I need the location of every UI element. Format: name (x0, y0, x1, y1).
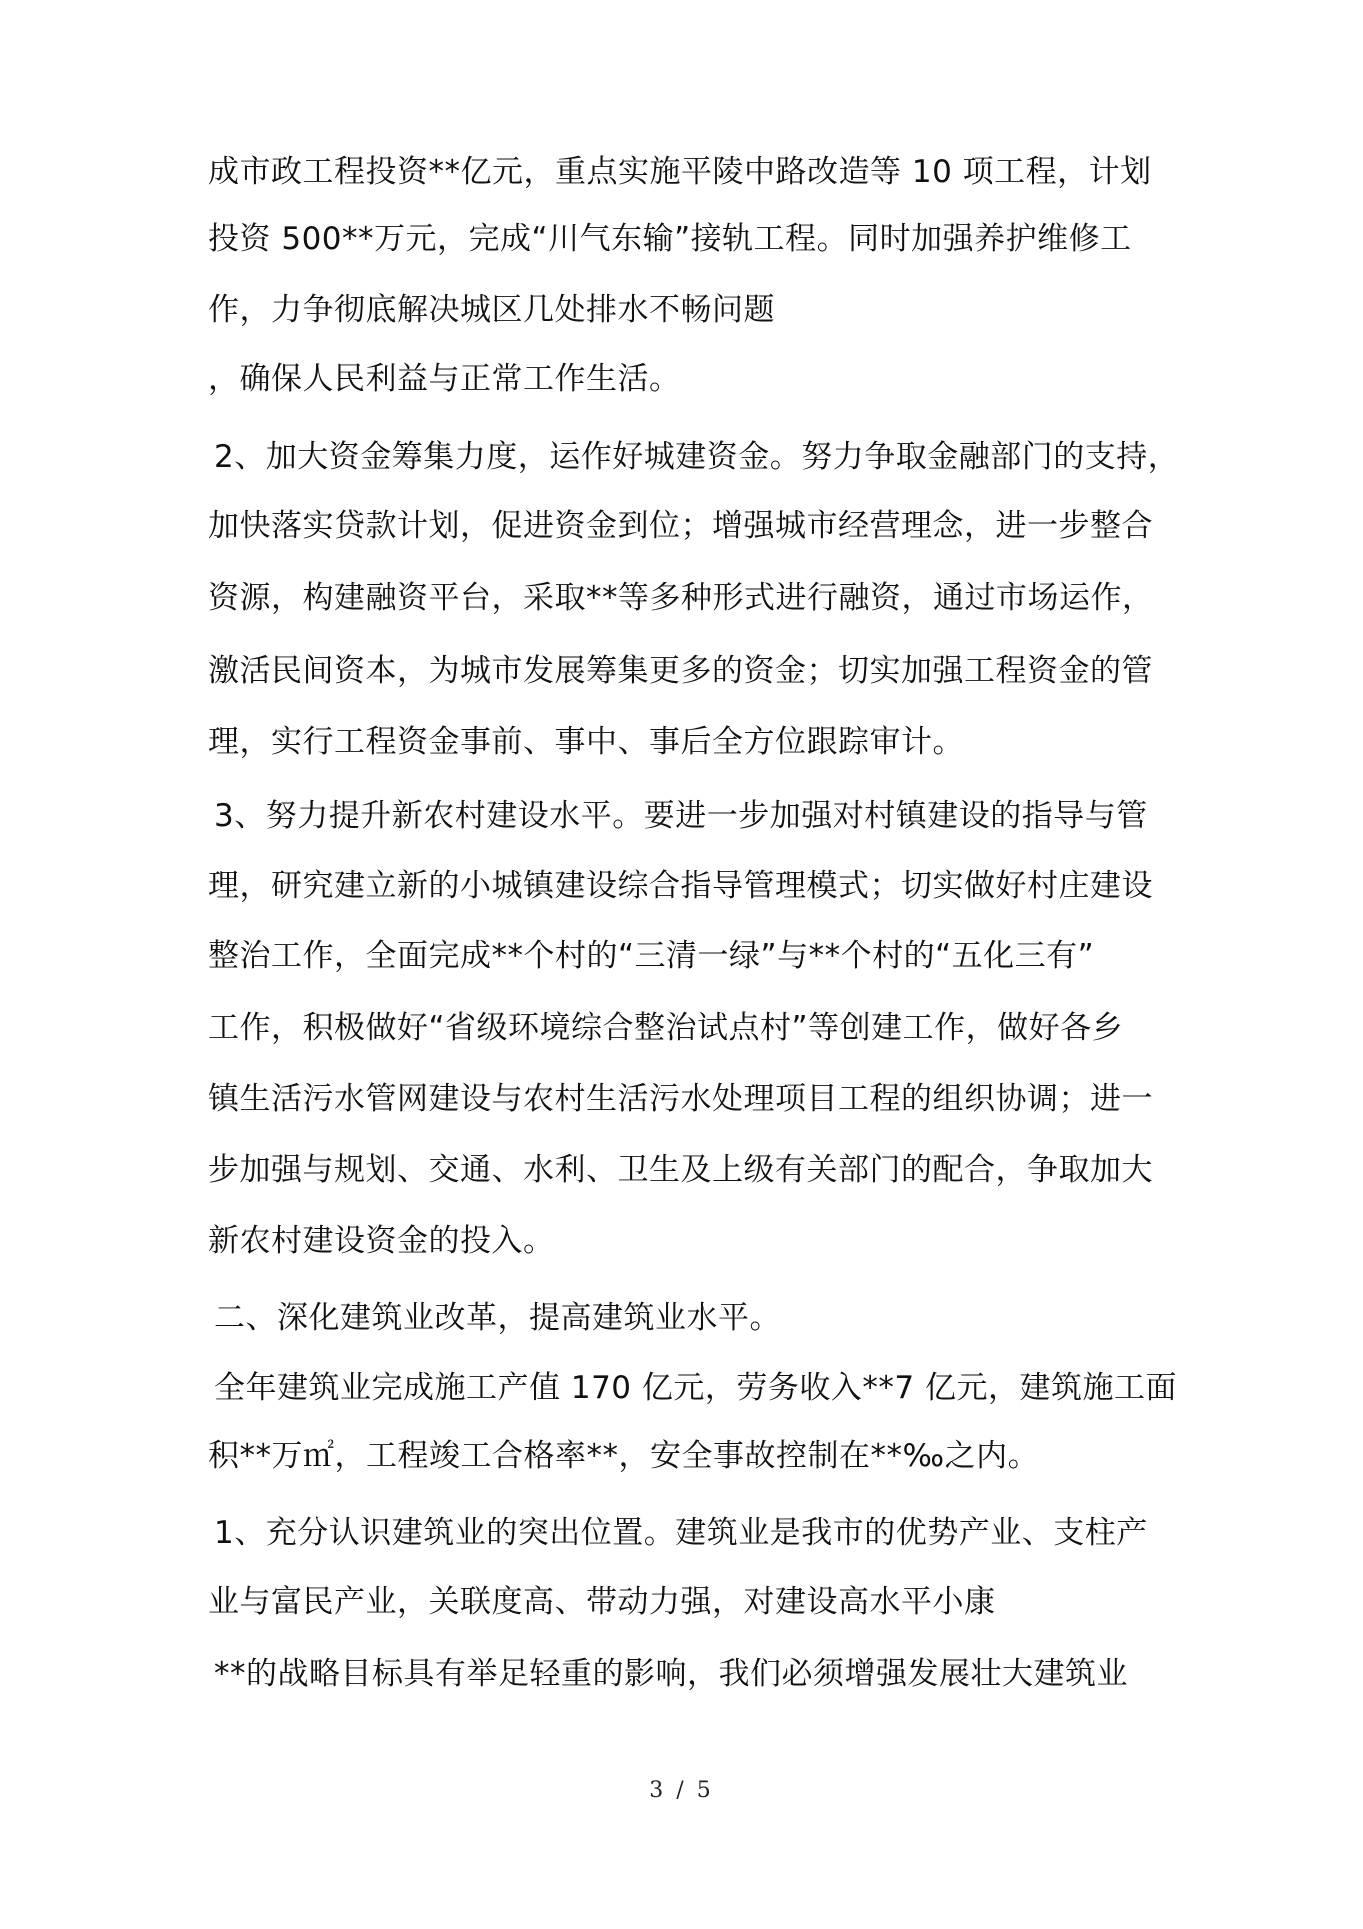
text-line: 理，研究建立新的小城镇建设综合指导管理模式；切实做好村庄建设 (208, 868, 1153, 904)
text-line: 新农村建设资金的投入。 (208, 1223, 555, 1259)
text-line: **的战略目标具有举足轻重的影响，我们必须增强发展壮大建筑业 (214, 1656, 1128, 1692)
text-line: 整治工作，全面完成**个村的“三清一绿”与**个村的“五化三有” (208, 938, 1095, 974)
text-line: 积**万㎡，工程竣工合格率**，安全事故控制在**‰之内。 (208, 1438, 1040, 1474)
text-line: 资源，构建融资平台，采取**等多种形式进行融资，通过市场运作， (208, 580, 1154, 616)
text-line: 工作，积极做好“省级环境综合整治试点村”等创建工作，做好各乡 (208, 1010, 1124, 1046)
section-heading: 二、深化建筑业改革，提高建筑业水平。 (214, 1300, 781, 1336)
text-line: 步加强与规划、交通、水利、卫生及上级有关部门的配合，争取加大 (208, 1152, 1153, 1188)
text-line: 理，实行工程资金事前、事中、事后全方位跟踪审计。 (208, 724, 964, 760)
text-line: 全年建筑业完成施工产值 170 亿元，劳务收入**7 亿元，建筑施工面 (214, 1370, 1177, 1406)
page-number: 3 / 5 (649, 1778, 714, 1803)
text-line: 投资 500**万元，完成“川气东输”接轨工程。同时加强养护维修工 (208, 221, 1132, 257)
text-line: 作，力争彻底解决城区几处排水不畅问题 (208, 292, 775, 328)
text-line: 加快落实贷款计划，促进资金到位；增强城市经营理念，进一步整合 (208, 508, 1153, 544)
text-line: 业与富民产业，关联度高、带动力强，对建设高水平小康 (208, 1584, 996, 1620)
text-line: ，确保人民利益与正常工作生活。 (208, 361, 681, 397)
text-line: 1、充分认识建筑业的突出位置。建筑业是我市的优势产业、支柱产 (214, 1515, 1148, 1551)
text-line: 3、努力提升新农村建设水平。要进一步加强对村镇建设的指导与管 (214, 798, 1148, 834)
text-line: 镇生活污水管网建设与农村生活污水处理项目工程的组织协调；进一 (208, 1081, 1153, 1117)
text-line: 2、加大资金筹集力度，运作好城建资金。努力争取金融部门的支持， (214, 439, 1180, 475)
text-line: 激活民间资本，为城市发展筹集更多的资金；切实加强工程资金的管 (208, 653, 1153, 689)
text-line: 成市政工程投资**亿元，重点实施平陵中路改造等 10 项工程，计划 (208, 154, 1152, 190)
